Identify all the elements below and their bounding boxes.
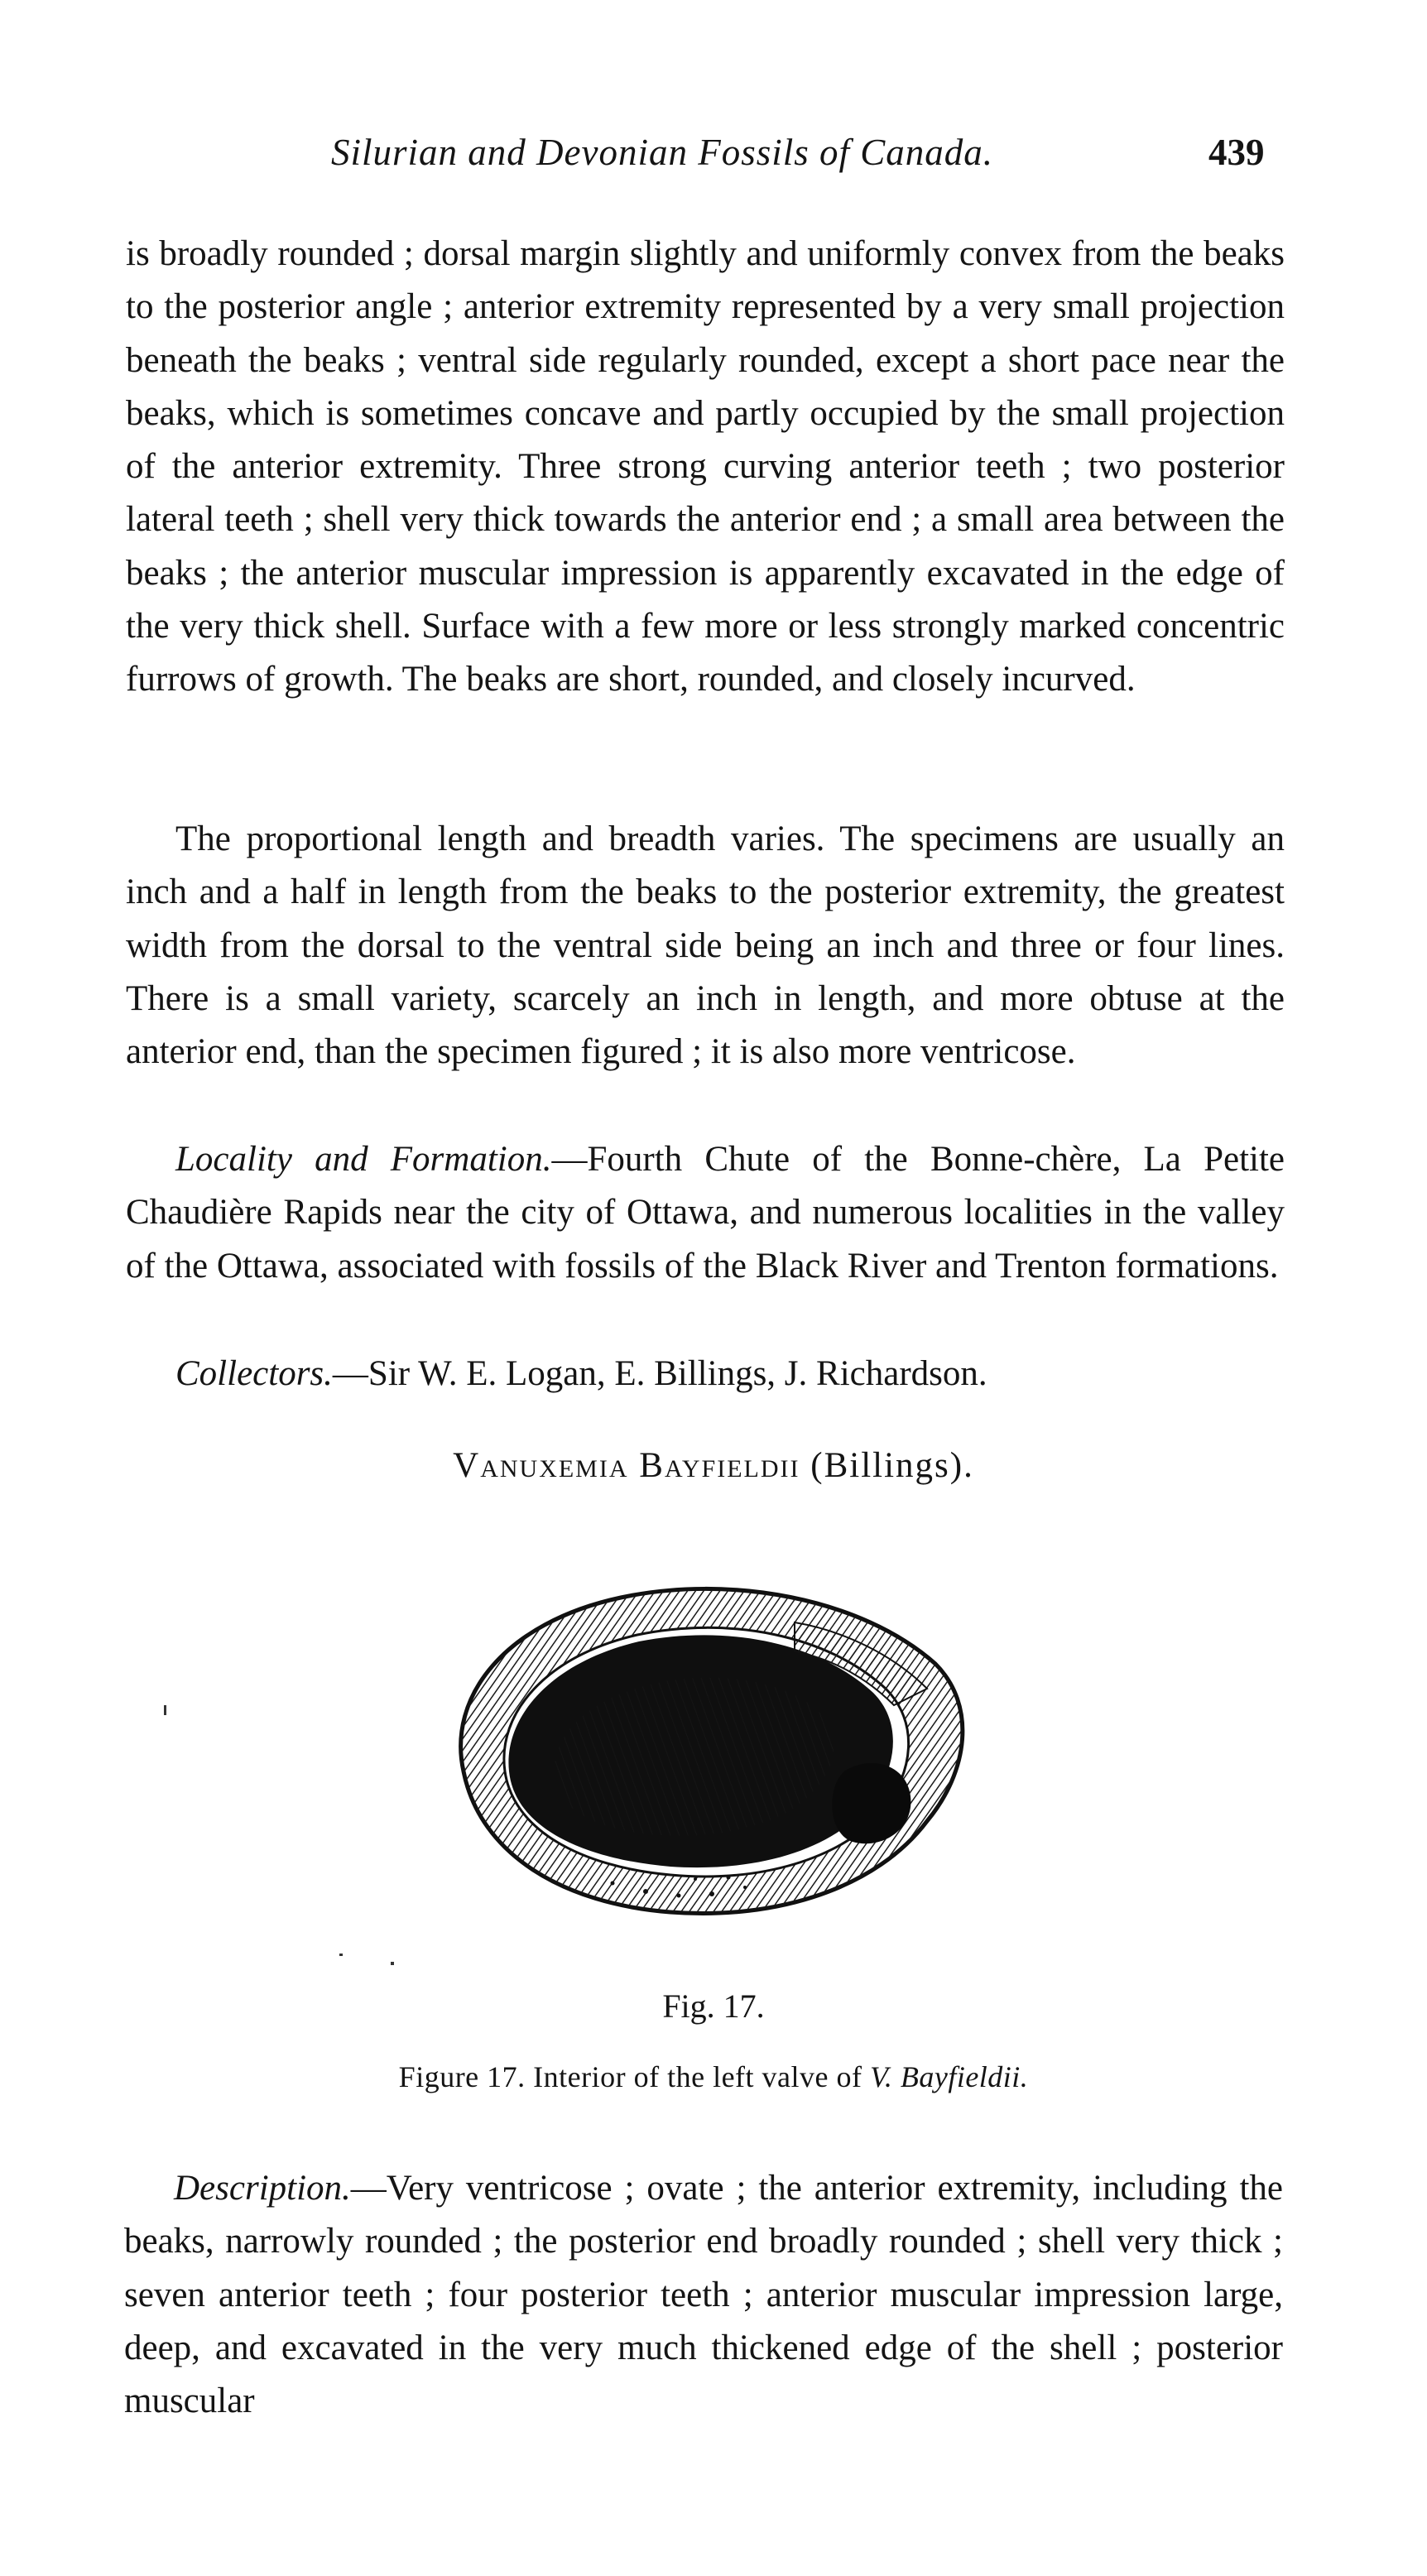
figure-caption-text: Figure 17. Interior of the left valve of xyxy=(398,2060,870,2093)
collectors-label: Collectors. xyxy=(175,1354,333,1393)
figure-caption-species: V. Bayfieldii. xyxy=(870,2060,1029,2093)
collectors-text: —Sir W. E. Logan, E. Billings, J. Richardson. xyxy=(332,1354,987,1393)
stray-mark xyxy=(164,1705,166,1715)
species-name: Vanuxemia Bayfieldii xyxy=(453,1446,800,1485)
running-head xyxy=(0,131,1427,180)
page-number: 439 xyxy=(1208,132,1265,173)
species-heading xyxy=(0,1445,1427,1486)
figure-caption xyxy=(0,2059,1427,2094)
paragraph-locality xyxy=(126,1133,1285,1293)
shell-illustration xyxy=(430,1564,985,1937)
stray-mark xyxy=(391,1962,394,1965)
locality-label: Locality and Formation. xyxy=(175,1140,552,1179)
running-title: Silurian and Devonian Fossils of Canada. xyxy=(331,132,994,173)
description-text: —Very ventricose ; ovate ; the anterior extremity, including the beaks, narrowly rounded ; the posterior end broadly rounded ; shell very thick ; seven anterior teeth ; four posterior teeth ; anterior muscular impression large, deep, and excavated in the very much thickened edge of the shell ; posterior muscular xyxy=(124,2169,1283,2421)
paragraph-shell-characters: is broadly rounded ; dorsal margin slightly and uniformly convex from the beaks to the posterior angle ; anterior extremity represented by a very small projection beneath the beaks ; ventral side regularly rounded, except a short pace near the beaks, which is sometimes concave and partly occupied by the small projection of the anterior extremity. Three strong curving anterior teeth ; two posterior lateral teeth ; shell very thick towards the anterior end ; a small area between the beaks ; the anterior muscular impression is apparently excavated in the edge of the very thick shell. Surface with a few more or less strongly marked concentric furrows of growth. The beaks are short, rounded, and closely incurved. xyxy=(126,234,1285,699)
locality-text: —Fourth Chute of the Bonne-chère, La Petite Chaudière Rapids near the city of Ottawa, and numerous localities in the valley of the Ottawa, associated with fossils of the Black River and Trenton formations. xyxy=(126,1140,1285,1286)
figure-number: Fig. 17. xyxy=(662,1987,765,2025)
paragraph-description xyxy=(124,2162,1283,2428)
species-author: (Billings). xyxy=(800,1446,974,1485)
stray-mark xyxy=(339,1954,343,1956)
paragraph-collectors xyxy=(126,1348,1285,1401)
paragraph-dimensions: The proportional length and breadth varies. The specimens are usually an inch and a half in length from the beaks to the posterior extremity, the greatest width from the dorsal to the ventral side being an inch and three or four lines. There is a small variety, scarcely an inch in length, and more obtuse at the anterior end, than the specimen figured ; it is also more ventricose. xyxy=(126,819,1285,1072)
description-label: Description. xyxy=(174,2169,351,2208)
